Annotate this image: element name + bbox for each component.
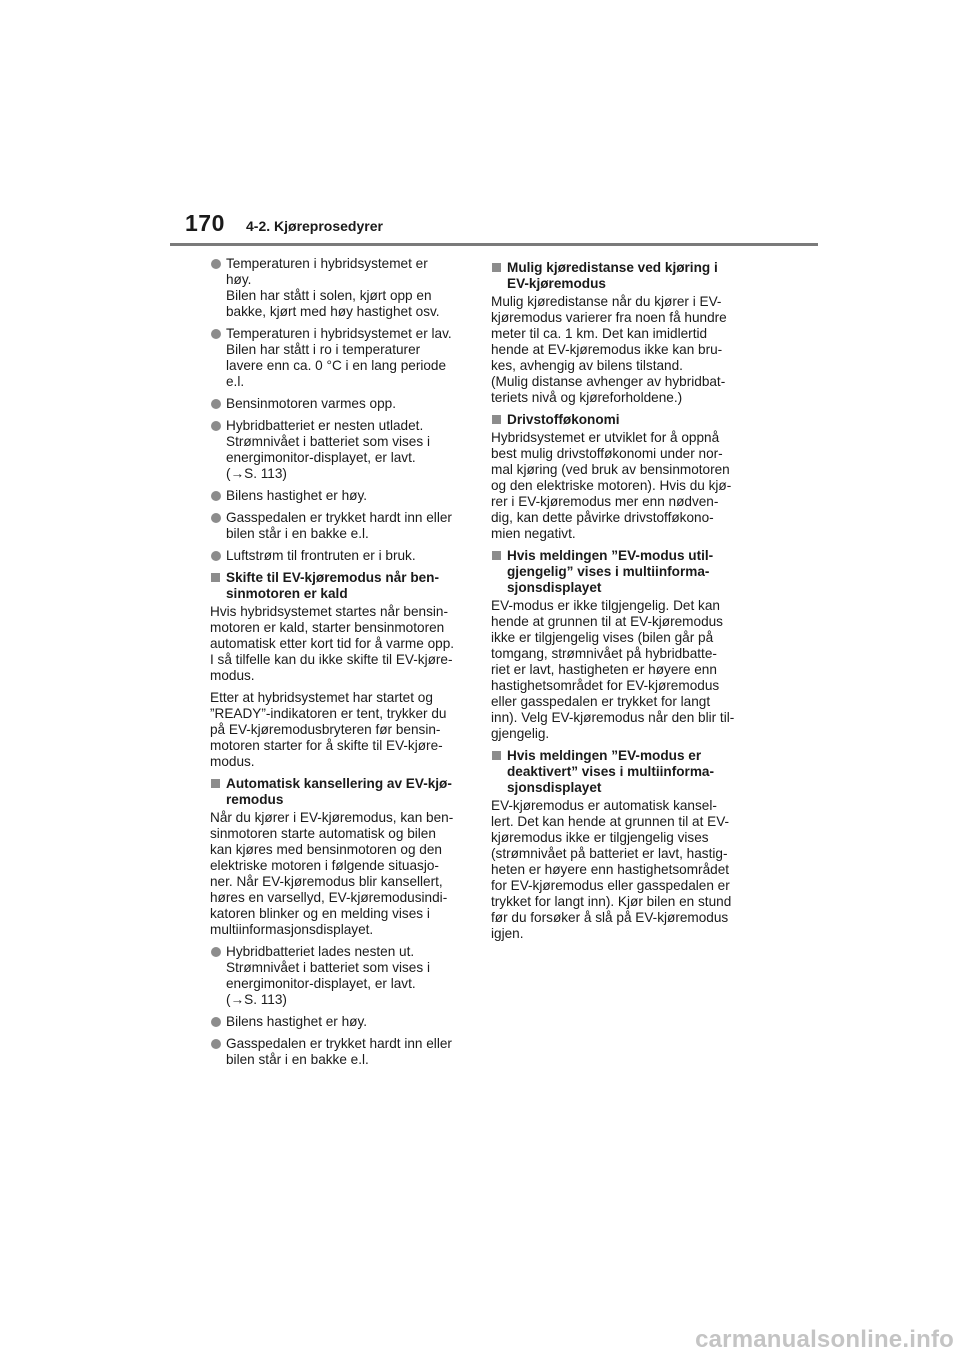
text-line: EV-modus er ikke tilgjengelig. Det kan: [491, 598, 720, 613]
text-line: bilen står i en bakke e.l.: [226, 1052, 369, 1067]
bullet-item: [210, 418, 472, 482]
text-line: Gasspedalen er trykket hardt inn eller: [226, 510, 452, 525]
text-line: energimonitor-displayet, er lavt.: [226, 450, 416, 465]
text-line: modus.: [210, 668, 255, 683]
text-line: Mulig kjøredistanse når du kjører i EV-: [491, 294, 722, 309]
text-line: multiinformasjonsdisplayet.: [210, 922, 374, 937]
subsection-heading: [491, 412, 753, 428]
subsection-heading: [491, 548, 753, 596]
bullet-dot-icon: [211, 1017, 221, 1027]
text-line: best mulig drivstofføkonomi under nor-: [491, 446, 723, 461]
bullet-item: [210, 396, 472, 412]
text-line: Hvis hybridsystemet startes når bensin-: [210, 604, 448, 619]
page-header: [0, 0, 960, 250]
bullet-dot-icon: [211, 329, 221, 339]
paragraph: [210, 690, 472, 770]
subsection-heading: [210, 776, 472, 808]
text-line: heten er høyere enn hastighetsområdet: [491, 862, 730, 877]
heading-square-icon: [492, 751, 501, 760]
text-line: inn). Velg EV-kjøremodus når den blir til-: [491, 710, 735, 725]
bullet-dot-icon: [211, 551, 221, 561]
text-line: Automatisk kansellering av EV-kjø-: [226, 776, 452, 791]
text-line: elektriske motoren i følgende situasjo-: [210, 858, 439, 873]
text-line: EV-kjøremodus: [507, 276, 606, 291]
text-line: ”READY”-indikatoren er tent, trykker du: [210, 706, 447, 721]
text-line: automatisk etter kort tid for å varme opp.: [210, 636, 455, 651]
bullet-dot-icon: [211, 947, 221, 957]
text-line: Bensinmotoren varmes opp.: [226, 396, 397, 411]
text-line: hende at grunnen til at EV-kjøremodus: [491, 614, 723, 629]
bullet-dot-icon: [211, 1039, 221, 1049]
paragraph: [491, 294, 753, 406]
text-line: EV-kjøremodus er automatisk kansel-: [491, 798, 717, 813]
bullet-item: [210, 256, 472, 320]
text-line: Mulig kjøredistanse ved kjøring i: [507, 260, 718, 275]
text-line: Temperaturen i hybridsystemet er: [226, 256, 428, 271]
text-line: Bilens hastighet er høy.: [226, 488, 368, 503]
text-line: mal kjøring (ved bruk av bensinmotoren: [491, 462, 730, 477]
subsection-heading: [491, 748, 753, 796]
text-line: kes, avhengig av bilens tilstand.: [491, 358, 683, 373]
text-line: energimonitor-displayet, er lavt.: [226, 976, 416, 991]
text-line: igjen.: [491, 926, 524, 941]
bullet-item: [210, 944, 472, 1008]
text-line: I så tilfelle kan du ikke skifte til EV-kjøre-: [210, 652, 453, 667]
text-line: kjøremodus varierer fra noen få hundre: [491, 310, 727, 325]
paragraph: [491, 430, 753, 542]
text-line: (→S. 113): [226, 466, 287, 481]
text-line: katoren blinker og en melding vises i: [210, 906, 430, 921]
text-line: (Mulig distanse avhenger av hybridbat-: [491, 374, 726, 389]
text-line: (→S. 113): [226, 992, 287, 1007]
text-line: Hvis meldingen ”EV-modus util-: [507, 548, 714, 563]
text-line: Temperaturen i hybridsystemet er lav.: [226, 326, 452, 341]
bullet-item: [210, 488, 472, 504]
text-line: tomgang, strømnivået på hybridbatte-: [491, 646, 717, 661]
text-line: lert. Det kan hende at grunnen til at EV-: [491, 814, 730, 829]
text-line: hastighetsområdet for EV-kjøremodus: [491, 678, 720, 693]
text-line: trykket for langt inn). Kjør bilen en stund: [491, 894, 732, 909]
text-line: deaktivert” vises i multiinforma-: [507, 764, 714, 779]
text-line: ner. Når EV-kjøremodus blir kansellert,: [210, 874, 443, 889]
text-line: (strømnivået på batteriet er lavt, hastig-: [491, 846, 728, 861]
text-line: gjengelig.: [491, 726, 550, 741]
bullet-item: [210, 326, 472, 390]
heading-square-icon: [211, 779, 220, 788]
text-line: før du forsøker å slå på EV-kjøremodus: [491, 910, 729, 925]
text-line: Drivstofføkonomi: [507, 412, 620, 427]
text-line: høres en varsellyd, EV-kjøremodusindi-: [210, 890, 448, 905]
paragraph: [210, 604, 472, 684]
text-line: eller gasspedalen er trykket for langt: [491, 694, 711, 709]
text-line: høy.: [226, 272, 252, 287]
text-line: mien negativt.: [491, 526, 576, 541]
text-line: meter til ca. 1 km. Det kan imidlertid: [491, 326, 708, 341]
heading-square-icon: [492, 415, 501, 424]
text-line: Bilens hastighet er høy.: [226, 1014, 368, 1029]
bullet-dot-icon: [211, 491, 221, 501]
text-line: Hybridbatteriet er nesten utladet.: [226, 418, 424, 433]
right-column: [491, 256, 753, 948]
header-divider: [170, 243, 818, 246]
text-line: for EV-kjøremodus eller gasspedalen er: [491, 878, 730, 893]
text-line: Hybridbatteriet lades nesten ut.: [226, 944, 415, 959]
text-line: remodus: [226, 792, 284, 807]
bullet-item: [210, 1014, 472, 1030]
text-line: hende at EV-kjøremodus ikke kan bru-: [491, 342, 723, 357]
text-line: kan kjøres med bensinmotoren og den: [210, 842, 442, 857]
bullet-item: [210, 548, 472, 564]
bullet-dot-icon: [211, 399, 221, 409]
paragraph: [491, 598, 753, 742]
text-line: bilen står i en bakke e.l.: [226, 526, 369, 541]
text-line: gjengelig” vises i multiinforma-: [507, 564, 710, 579]
text-line: Luftstrøm til frontruten er i bruk.: [226, 548, 416, 563]
page-number: 170: [185, 210, 225, 236]
text-line: Skifte til EV-kjøremodus når ben-: [226, 570, 440, 585]
text-line: Bilen har stått i solen, kjørt opp en: [226, 288, 432, 303]
text-line: kjøremodus ikke er tilgjengelig vises: [491, 830, 709, 845]
text-line: sjonsdisplayet: [507, 580, 602, 595]
text-line: ikke er tilgjengelig vises (bilen går på: [491, 630, 714, 645]
text-line: Strømnivået i batteriet som vises i: [226, 960, 430, 975]
section-title: 4-2. Kjøreprosedyrer: [246, 218, 383, 234]
text-line: motoren starter for å skifte til EV-kjøre-: [210, 738, 443, 753]
bullet-dot-icon: [211, 513, 221, 523]
paragraph: [491, 798, 753, 942]
text-line: Hybridsystemet er utviklet for å oppnå: [491, 430, 720, 445]
text-line: Hvis meldingen ”EV-modus er: [507, 748, 702, 763]
heading-square-icon: [492, 263, 501, 272]
text-line: e.l.: [226, 374, 245, 389]
subsection-heading: [210, 570, 472, 602]
text-line: Når du kjører i EV-kjøremodus, kan ben-: [210, 810, 454, 825]
text-line: dig, kan dette påvirke drivstofføkono-: [491, 510, 714, 525]
left-column: [210, 256, 472, 1074]
text-line: riet er lavt, hastigheten er høyere enn: [491, 662, 717, 677]
text-line: motoren er kald, starter bensinmotoren: [210, 620, 445, 635]
text-line: Strømnivået i batteriet som vises i: [226, 434, 430, 449]
heading-square-icon: [211, 573, 220, 582]
watermark: carmanualsonline.info: [695, 1326, 954, 1353]
text-line: Etter at hybridsystemet har startet og: [210, 690, 433, 705]
text-line: sinmotoren er kald: [226, 586, 348, 601]
text-line: sinmotoren starte automatisk og bilen: [210, 826, 436, 841]
text-line: Gasspedalen er trykket hardt inn eller: [226, 1036, 452, 1051]
bullet-item: [210, 1036, 472, 1068]
bullet-item: [210, 510, 472, 542]
text-line: sjonsdisplayet: [507, 780, 602, 795]
paragraph: [210, 810, 472, 938]
text-line: rer i EV-kjøremodus mer enn nødven-: [491, 494, 719, 509]
text-line: bakke, kjørt med høy hastighet osv.: [226, 304, 440, 319]
heading-square-icon: [492, 551, 501, 560]
text-line: lavere enn ca. 0 °C i en lang periode: [226, 358, 447, 373]
text-line: og den elektriske motoren). Hvis du kjø-: [491, 478, 732, 493]
text-line: modus.: [210, 754, 255, 769]
subsection-heading: [491, 260, 753, 292]
bullet-dot-icon: [211, 421, 221, 431]
bullet-dot-icon: [211, 259, 221, 269]
text-line: Bilen har stått i ro i temperaturer: [226, 342, 421, 357]
text-line: teriets nivå og kjøreforholdene.): [491, 390, 683, 405]
text-line: på EV-kjøremodusbryteren før bensin-: [210, 722, 441, 737]
